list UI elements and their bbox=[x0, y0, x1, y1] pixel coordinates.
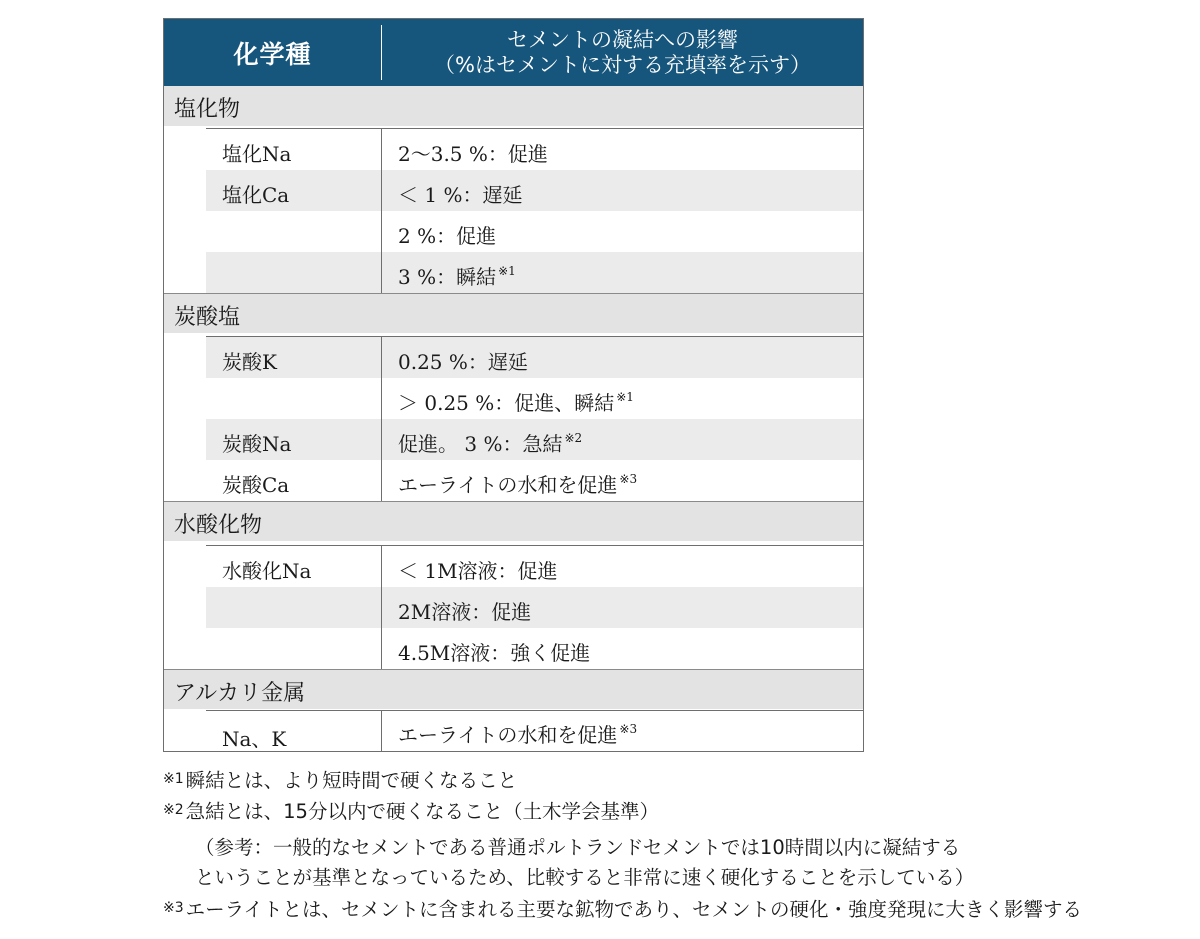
row-effect: 0.25 %：遅延 bbox=[398, 350, 528, 374]
row-effect: ＞ 0.25 %：促進、瞬結 $^{※1}$ bbox=[398, 390, 634, 415]
row-effect: ＜ 1 %：遅延 bbox=[398, 183, 523, 207]
category-title: アルカリ金属 bbox=[174, 681, 306, 706]
table-row bbox=[206, 211, 863, 252]
footnote-2-reference-line1: （参考：一般的なセメントである普通ポルトランドセメントでは10時間以内に凝結する bbox=[195, 836, 961, 859]
table-header bbox=[164, 19, 863, 86]
category-title: 水酸化物 bbox=[174, 513, 263, 538]
table-row bbox=[206, 628, 863, 669]
chemical-effects-table bbox=[163, 18, 864, 752]
row-effect: 2 %：促進 bbox=[398, 224, 497, 248]
table-row bbox=[206, 337, 863, 378]
row-effect: エーライトの水和を促進 $^{※3}$ bbox=[398, 472, 638, 497]
row-effect: 4.5M溶液：強く促進 bbox=[398, 641, 591, 665]
table-row bbox=[206, 129, 863, 170]
header-effect-line2: （%はセメントに対する充填率を示す） bbox=[434, 52, 811, 77]
row-chemical: 水酸化Na bbox=[222, 559, 312, 583]
header-chemical-species: 化学種 bbox=[233, 39, 312, 69]
table-row bbox=[206, 546, 863, 587]
footnote-1: $^{※1}$ 瞬結とは、より短時間で硬くなること bbox=[163, 769, 518, 792]
row-effect: 促進。 3 %：急結 $^{※2}$ bbox=[398, 431, 583, 456]
row-effect: 2〜3.5 %：促進 bbox=[398, 142, 548, 166]
row-chemical: 塩化Ca bbox=[222, 183, 290, 207]
row-effect: エーライトの水和を促進 $^{※3}$ bbox=[398, 722, 638, 747]
table-row bbox=[206, 587, 863, 628]
footnote-2: $^{※2}$ 急結とは、15分以内で硬くなること（土木学会基準） bbox=[163, 800, 659, 823]
table-row bbox=[206, 378, 863, 419]
row-chemical: 塩化Na bbox=[222, 142, 292, 166]
row-chemical: 炭酸Ca bbox=[222, 473, 290, 497]
header-effect bbox=[382, 19, 863, 86]
row-chemical: Na、K bbox=[222, 727, 287, 751]
category-chlorides bbox=[164, 86, 863, 126]
footnote-2-reference-line2: ということが基準となっているため、比較すると非常に速く硬化することを示している） bbox=[195, 866, 975, 889]
category-title: 塩化物 bbox=[174, 97, 241, 122]
row-chemical: 炭酸Na bbox=[222, 432, 292, 456]
category-alkali-metals bbox=[164, 669, 863, 709]
row-chemical: 炭酸K bbox=[222, 350, 277, 374]
table-row bbox=[206, 711, 863, 751]
row-effect: 2M溶液：促進 bbox=[398, 600, 532, 624]
category-carbonates bbox=[164, 293, 863, 333]
table-row bbox=[206, 252, 863, 293]
header-effect-line1: セメントの凝結への影響 bbox=[507, 27, 738, 52]
table-row bbox=[206, 460, 863, 501]
row-effect: ＜ 1M溶液：促進 bbox=[398, 559, 558, 583]
table-row bbox=[206, 419, 863, 460]
footnote-3: $^{※3}$ エーライトとは、セメントに含まれる主要な鉱物であり、セメントの硬化・強度発現に大きく影響する bbox=[163, 898, 1083, 921]
row-effect: 3 %：瞬結 $^{※1}$ bbox=[398, 264, 516, 289]
category-title: 炭酸塩 bbox=[174, 305, 241, 330]
category-hydroxides bbox=[164, 501, 863, 541]
table-row bbox=[206, 170, 863, 211]
